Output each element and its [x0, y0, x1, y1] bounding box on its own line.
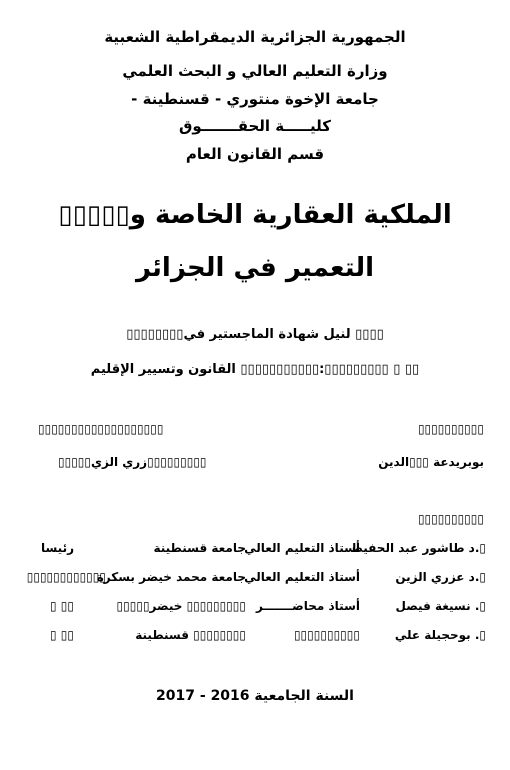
member-rank: ▯▯▯▯▯▯▯▯▯▯: [293, 628, 360, 642]
thesis-title-line2: التعمير في الجزائر: [135, 253, 375, 283]
member-role: رئيسا: [40, 541, 74, 555]
student-label: ▯▯▯▯▯▯▯▯▯▯: [417, 422, 484, 436]
university-line: جامعة الإخوة منتوري - قسنطينة -: [131, 90, 379, 108]
ministry-line: وزارة التعليم العالي و البحث العلمي: [122, 62, 388, 80]
thesis-title-line1: الملكية العقارية الخاصة و▯▯▯▯▯: [58, 200, 452, 230]
member-role: ▯▯ ▯: [50, 599, 74, 613]
member-institution: ▯▯▯▯▯▯▯▯▯ خيضر▯▯▯▯▯: [116, 599, 246, 613]
member-name: ▯.د طاشور عبد الحفيظ: [350, 541, 486, 555]
department-line: قسم القانون العام: [185, 145, 325, 163]
committee-heading: ▯▯▯▯▯▯▯▯▯▯: [417, 512, 484, 526]
faculty-line: كليـــــة الحقـــــــوق: [178, 117, 331, 135]
member-name: ▯.د عزري الزين: [395, 570, 486, 584]
member-name: ▯. بوحجيلة علي: [394, 628, 486, 642]
member-role: ▯▯▯▯▯▯▯▯▯▯▯▯: [26, 570, 106, 584]
republic-line: الجمهورية الجزائرية الديمقراطية الشعبية: [104, 28, 406, 46]
member-role: ▯▯ ▯: [50, 628, 74, 642]
supervisor-label: ▯▯▯▯▯▯▯▯▯▯▯▯▯▯▯▯▯▯▯: [38, 422, 164, 436]
member-institution: جامعة محمد خيضر بسكرة: [96, 570, 246, 584]
member-name: ▯. نسيغة فيصل: [395, 599, 486, 613]
member-institution: جامعة قسنطينة: [153, 541, 246, 555]
member-institution: ▯▯▯▯▯▯▯▯ قسنطينة: [135, 628, 246, 642]
supervisor-name: ▯▯▯▯▯▯▯▯▯زري الزي▯▯▯▯▯: [58, 455, 207, 469]
student-name: بوبريدعة ▯▯▯الدين: [378, 455, 484, 469]
degree-specialty-line: ▯▯ ▯ ▯▯▯▯▯▯▯▯▯:▯▯▯▯▯▯▯▯▯▯▯ القانون وتسيير الإقليم: [90, 362, 420, 377]
member-rank: أستاذ التعليم العالي: [244, 570, 360, 584]
academic-year: السنة الجامعية 2016 - 2017: [156, 688, 354, 704]
degree-line1: ▯▯▯▯ لنيل شهادة الماجستير في▯▯▯▯▯▯▯▯: [126, 327, 384, 342]
member-rank: أستاذ التعليم العالي: [244, 541, 360, 555]
member-rank: أستاذ محاضـــــــر: [255, 599, 360, 613]
